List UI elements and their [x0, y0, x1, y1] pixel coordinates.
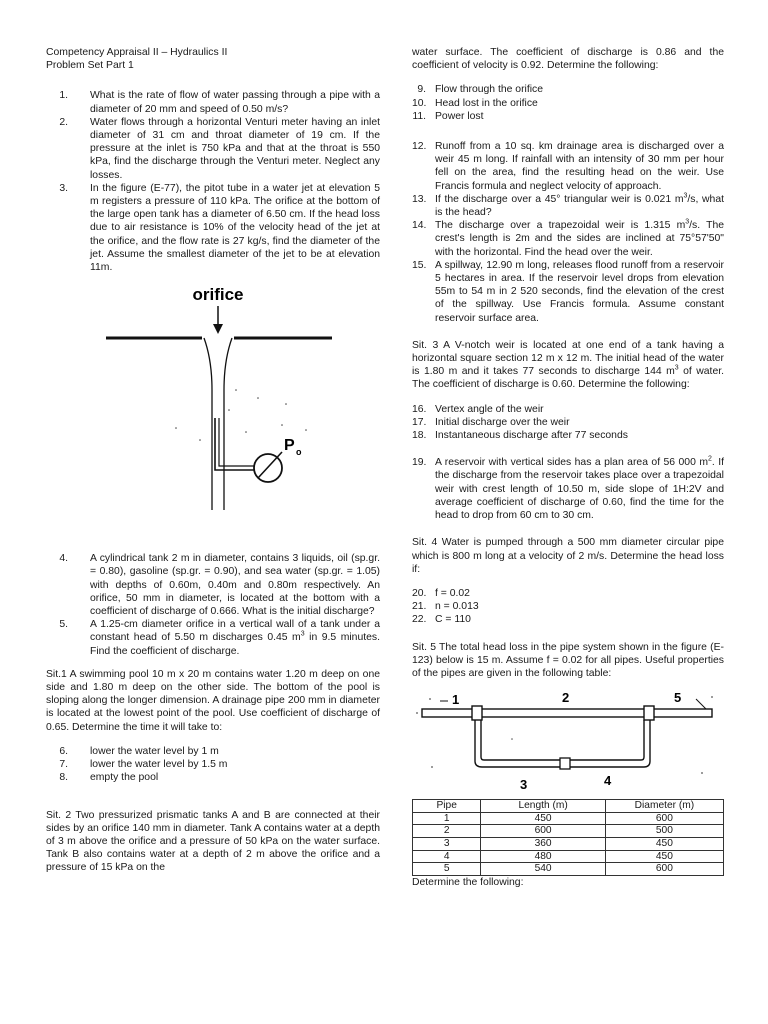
col-pipe: Pipe [413, 800, 481, 813]
problem-13: 13. If the discharge over a 45° triangular weir is 0.021 $m^3/s$, what is the head? [412, 192, 725, 219]
junction-left [472, 706, 482, 720]
table-row: 1 450 600 [413, 812, 724, 825]
orifice-figure [46, 280, 380, 552]
problem-12: 12. Runoff from a 10 sq. km drainage area is discharged over a weir 45 m long. If rainfall with an intensity of 30 mm per hour fell on the area, find the resulting head on the weir. Use Francis formula and neglect velocity of approach. [412, 141, 724, 192]
problem-17: 17. Initial discharge over the weir [412, 416, 570, 428]
situation-1: Sit.1 A swimming pool 10 m x 20 m contains water 1.20 m deep on one side and 1.80 m deep on the other side. The bottom of the pool is sloping along the longer dimension. A drainage pipe 200 mm in diameter is located at the lowest point of the pool. Use coefficient of discharge of 0.65. Determine the time it will take to: [46, 668, 380, 733]
pressure-subscript: o [296, 447, 302, 458]
problem-8: 8. empty the pool [59, 772, 159, 784]
pipe-system-figure [412, 687, 724, 799]
table-row: 2 600 500 [413, 825, 724, 838]
junction-right [644, 706, 654, 720]
col-length: Length (m) [481, 800, 605, 813]
problem-14: 14. The discharge over a trapezoidal weir is 1.315 $m^3/s$. The crest's length is 2m and the sides are inclined at 75°57'50" with the horizontal. Find the head over the weir. [412, 218, 724, 258]
right-column [412, 46, 724, 889]
pressure-label: P [284, 437, 295, 455]
col-diameter: Diameter (m) [605, 800, 723, 813]
problem-list-2 [46, 552, 380, 658]
problem-1: 1. What is the rate of flow of water passing through a pipe with a diameter of 20 mm and speed of 0.50 m/s? [59, 90, 380, 115]
situation-2-items [412, 83, 724, 123]
problem-16: 16. Vertex angle of the weir [412, 403, 544, 415]
pipe-system-diagram [412, 687, 724, 799]
pipe-coupling [560, 758, 570, 769]
weir-problems [412, 140, 724, 325]
situation-4: Sit. 4 Water is pumped through a 500 mm diameter circular pipe which is 800 m long at a velocity of 2 m/s. Determine the head loss if: [412, 537, 724, 575]
pipe-label-2: 2 [562, 690, 570, 706]
problem-2: 2. Water flows through a horizontal Venturi meter having an inlet diameter of 31 cm and throat diameter of 19 cm. If the pressure at the inlet is 750 kPa and that at the throat is 550 kPa, find the discharge through the Venturi meter. Neglect any losses. [59, 116, 380, 181]
jet-left-edge [204, 338, 212, 510]
problem-22: 22. C = 110 [412, 614, 471, 626]
situation-4-items [412, 587, 724, 627]
problem-18: 18. Instantaneous discharge after 77 seconds [412, 430, 628, 442]
table-row: 4 480 450 [413, 850, 724, 863]
course-title: Competency Appraisal II – Hydraulics II [46, 47, 228, 58]
table-row: 5 540 600 [413, 863, 724, 876]
pipe-loop-inner [481, 720, 644, 760]
situation-1-items [46, 745, 380, 785]
pipe-label-5: 5 [674, 690, 682, 706]
situation-2-continued: water surface. The coefficient of discharge is 0.86 and the coefficient of velocity is 0.92. Determine the following: [412, 47, 724, 72]
problem-9: 9. Flow through the orifice [417, 84, 544, 96]
problem-set-title: Problem Set Part 1 [46, 60, 134, 72]
left-column [46, 46, 380, 875]
determine-following: Determine the following: [412, 876, 524, 888]
situation-2: Sit. 2 Two pressurized prismatic tanks A and B are connected at their sides by an orifice 140 mm in diameter. Tank A contains water at a depth of 3 m above the orifice and a pressure of 50 kPa on the water surface. Tank B also contains water at a depth of 2 m above the orifice and a pressure of 15 kPa on the [46, 809, 380, 874]
problem-20: 20. f = 0.02 [412, 587, 470, 599]
problem-4: 4. A cylindrical tank 2 m in diameter, contains 3 liquids, oil (sp.gr. = 0.80), gasoline (sp.gr. = 0.90), and sea water (sp.gr. = 1.05) with depths of 0.60m, 0.40m and 0.80m respectively. An orifice, 50 mm in diameter, is located at the bottom with a coefficient of discharge of 0.666. What is the initial discharge? [59, 553, 380, 618]
table-row: 3 360 450 [413, 837, 724, 850]
problem-21: 21. n = 0.013 [412, 601, 479, 613]
situation-3-items [412, 403, 724, 443]
problem-19: 19. A reservoir with vertical sides has a plan area of 56 000 $m^2$. If the discharge from the reservoir takes place over a trapezoidal weir with crest length of 10.50 m, side slope of 1H:2V and average coefficient of discharge of 0.60, find the time for the head to drop from 60 cm to 30 cm. [412, 455, 724, 522]
problem-10: 10. Head lost in the orifice [412, 97, 538, 109]
pipe-properties-table [412, 799, 724, 876]
pipe-main [422, 709, 712, 717]
situation-3: Sit. 3 A V-notch weir is located at one end of a tank having a horizontal square section 12 m x 12 m. The initial head of the water is 1.80 m and it takes 77 seconds to discharge 144 $m^3$ of water. The coefficient of discharge is 0.60. Determine the following: [412, 339, 724, 391]
problem-7: 7. lower the water level by 1.5 m [59, 759, 228, 771]
jet-right-edge [224, 338, 232, 510]
pitot-tube [215, 418, 256, 470]
pipe-label-1: 1 [452, 692, 460, 708]
pipe-label-4: 4 [604, 773, 612, 789]
problem-5: 5. A 1.25-cm diameter orifice in a vertical wall of a tank under a constant head of 5.50 m discharges 0.45 $m^3$ in 9.5 minutes. Find the coefficient of discharge. [59, 619, 380, 657]
problem-15: 15. A spillway, 12.90 m long, releases flood runoff from a reservoir 5 hectares in area. If the reservoir level drops from elevation 55m to 54 m in 2 520 seconds, find the elevation of the crest of the spillway. Use Francis formula. Assume constant reservoir surface area. [412, 259, 724, 324]
problem-3: 3. In the figure (E-77), the pitot tube in a water jet at elevation 5 m registers a pressure of 110 kPa. The orifice at the bottom of the large open tank has a diameter of 6.50 cm. If the head loss due to air resistance is 10% of the velocity head of the jet at the orifice, and the flow rate is 27 kg/s, find the diameter of the jet. Assume the smallest diameter of the jet to be at elevation 11m. [59, 182, 380, 274]
problem-list-1 [46, 89, 380, 274]
pipe-label-3: 3 [520, 777, 528, 793]
problem-6: 6. lower the water level by 1 m [59, 745, 219, 757]
table-header-row [413, 800, 724, 813]
situation-5: Sit. 5 The total head loss in the pipe system shown in the figure (E-123) below is 15 m. Assume f = 0.02 for all pipes. Useful properties of the pipes are given in the following table: [412, 641, 724, 679]
problem-11: 11. Power lost [412, 110, 484, 122]
orifice-label: orifice [192, 285, 244, 305]
orifice-diagram [46, 280, 380, 552]
